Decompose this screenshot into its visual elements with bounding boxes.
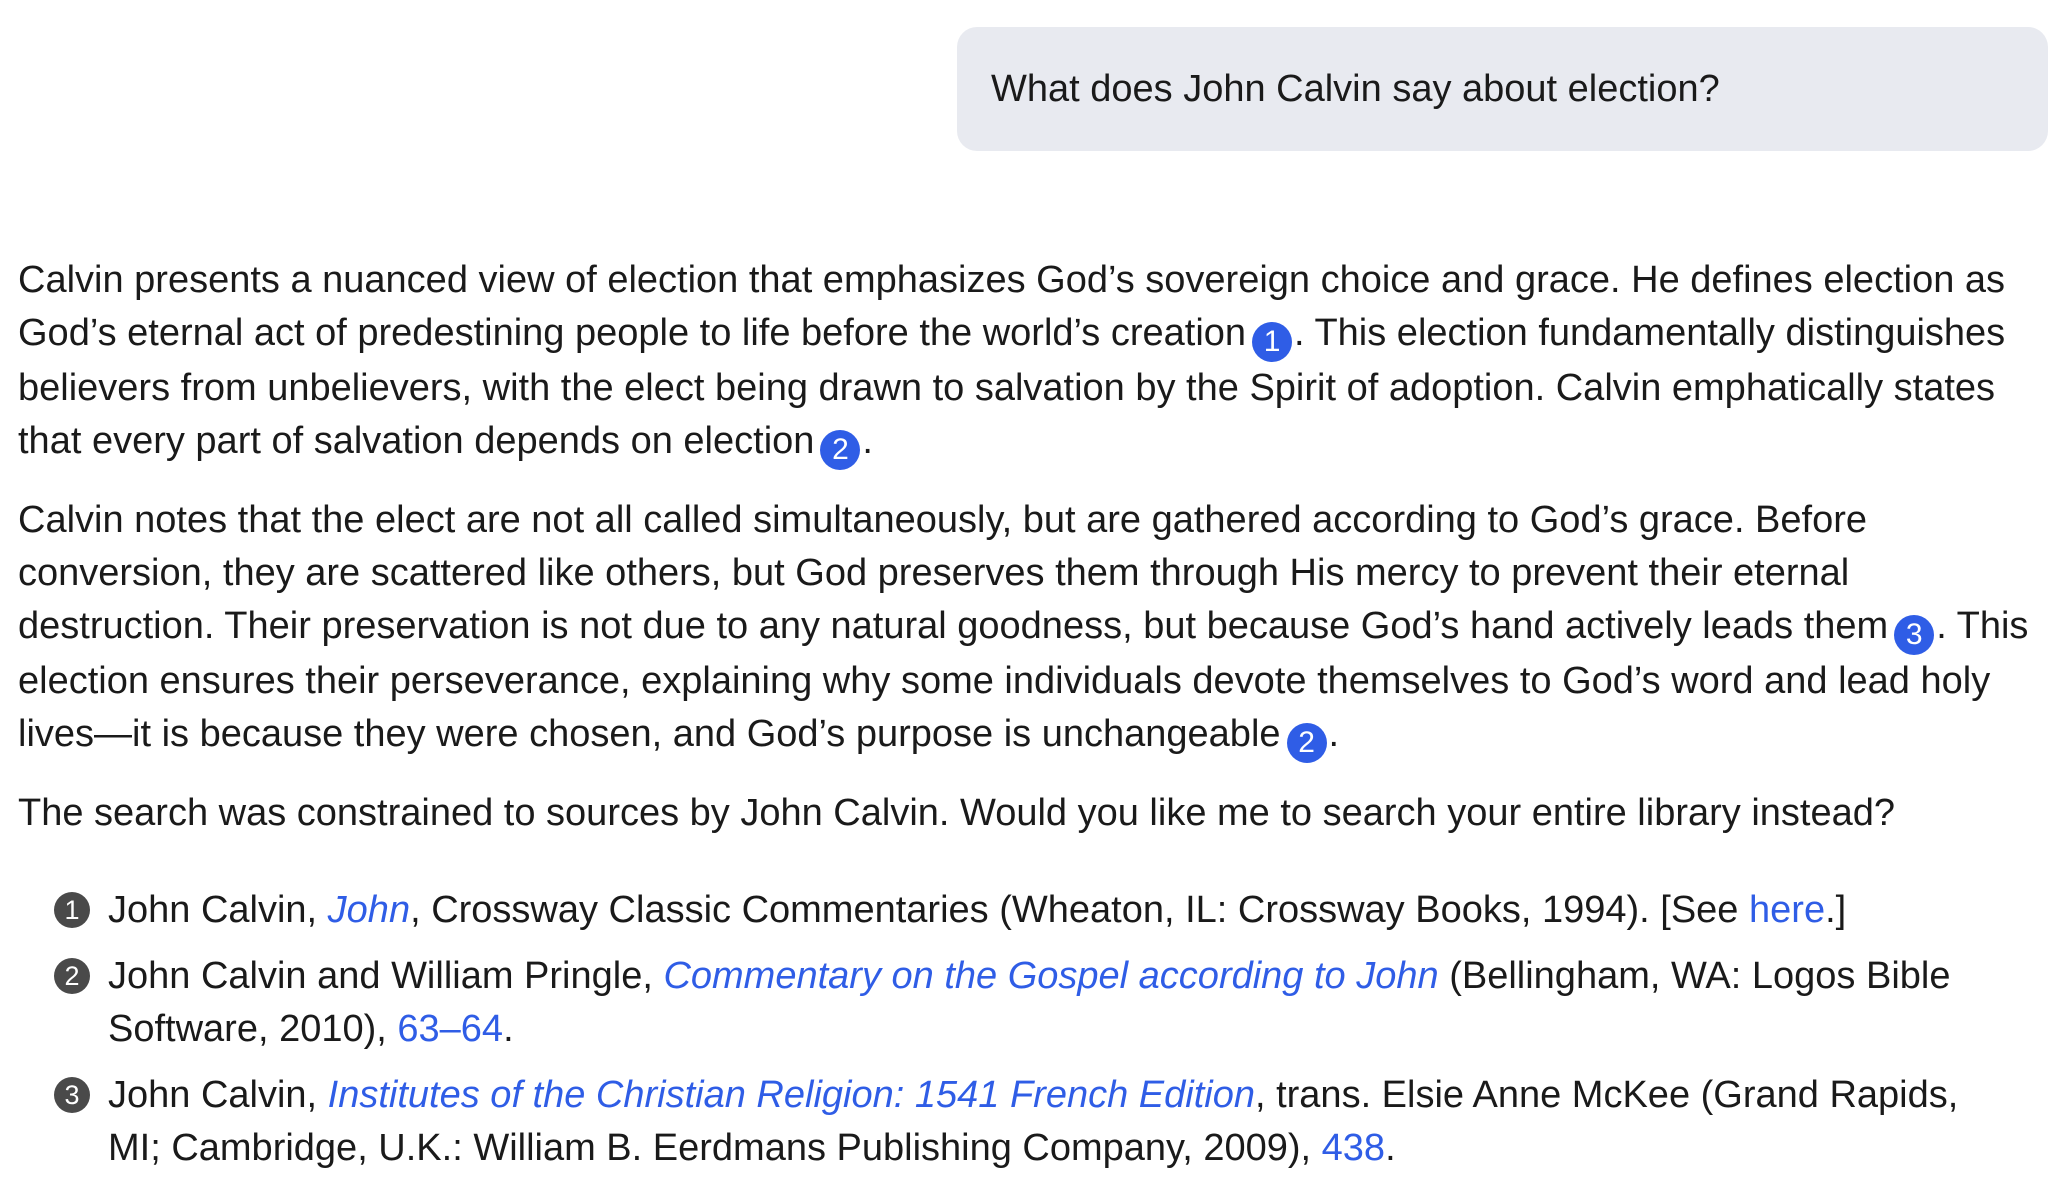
- reference-title-link[interactable]: John: [327, 889, 411, 931]
- answer-text: .: [1328, 713, 1340, 755]
- citation-badge-2[interactable]: 2: [1287, 723, 1327, 763]
- reference-details: (Bellingham, WA: Logos Bible Software, 2010),: [108, 955, 1951, 1050]
- reference-text: [108, 1069, 2038, 1175]
- reference-details: , Crossway Classic Commentaries (Wheaton, IL: Crossway Books, 1994). [See: [410, 889, 1750, 931]
- reference-item-3: [54, 1069, 2038, 1175]
- reference-number-badge: 1: [54, 892, 90, 928]
- citation-badge-3[interactable]: 3: [1894, 615, 1934, 655]
- reference-title-link[interactable]: Commentary on the Gospel according to John: [663, 955, 1439, 997]
- reference-details: , trans. Elsie Anne McKee (Grand Rapids, MI; Cambridge, U.K.: William B. Eerdmans Publishing Company, 2009),: [108, 1074, 1959, 1169]
- reference-number-badge: 3: [54, 1077, 90, 1113]
- answer-text: . This election ensures their perseverance, explaining why some individuals devote themselves to God’s word and lead holy lives—it is because they were chosen, and God’s purpose is unchangeable: [18, 605, 2029, 755]
- reference-list: [18, 884, 2038, 1175]
- answer-text: Calvin notes that the elect are not all called simultaneously, but are gathered according to God’s grace. Before conversion, they are scattered like others, but God preserves them through His mercy to prevent their eternal destruction. Their preservation is not due to any natural goodness, but because God’s hand actively leads them: [18, 499, 1889, 647]
- answer-text: .: [862, 420, 873, 462]
- reference-suffix: .: [1385, 1127, 1396, 1169]
- reference-author: John Calvin and William Pringle,: [108, 955, 664, 997]
- reference-text: [108, 950, 2038, 1056]
- reference-text: [108, 884, 2038, 937]
- reference-item-2: [54, 950, 2038, 1056]
- reference-page-link[interactable]: here: [1749, 889, 1826, 931]
- answer-text: . This election fundamentally distinguishes believers from unbelievers, with the elect being drawn to salvation by the Spirit of adoption. Calvin emphatically states that every part of salvation depends on election: [18, 312, 2006, 462]
- reference-number-badge: 2: [54, 958, 90, 994]
- reference-suffix: .: [503, 1008, 514, 1050]
- user-message-bubble: [957, 27, 2048, 151]
- answer-text: Calvin presents a nuanced view of election that emphasizes God’s sovereign choice and grace. He defines election as God’s eternal act of predestining people to life before the world’s creation: [18, 259, 2006, 354]
- answer-paragraph-3: The search was constrained to sources by John Calvin. Would you like me to search your entire library instead?: [18, 792, 1895, 834]
- citation-badge-2[interactable]: 2: [820, 430, 860, 470]
- reference-author: John Calvin,: [108, 889, 328, 931]
- reference-suffix: .]: [1825, 889, 1847, 931]
- user-message-text: What does John Calvin say about election?: [991, 67, 1720, 110]
- assistant-answer: [18, 254, 2038, 1188]
- reference-page-link[interactable]: 438: [1321, 1127, 1386, 1169]
- answer-paragraph-1: [18, 254, 2038, 470]
- reference-page-link[interactable]: 63–64: [397, 1008, 504, 1050]
- reference-item-1: [54, 884, 2038, 937]
- citation-badge-1[interactable]: 1: [1252, 322, 1292, 362]
- reference-author: John Calvin,: [108, 1074, 328, 1116]
- reference-title-link[interactable]: Institutes of the Christian Religion: 1541 French Edition: [327, 1074, 1255, 1116]
- answer-paragraph-2: [18, 494, 2038, 763]
